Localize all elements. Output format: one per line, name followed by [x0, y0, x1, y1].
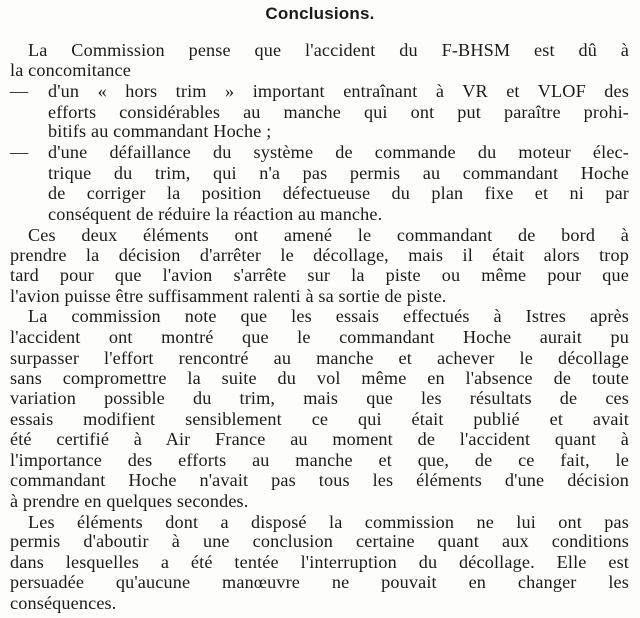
- text-line: bitifs au commandant Hoche ;: [48, 121, 272, 142]
- dash-marker: —: [10, 80, 29, 101]
- text-line: d'une défaillance du système de commande du moteur élec-: [48, 142, 629, 163]
- text-line: de corriger la position défectueuse du plan fixe et ni par: [48, 182, 629, 203]
- text-line: d'un « hors trim » important entraînant à VR et VLOF des: [48, 80, 629, 101]
- text-line: persuadée qu'aucune manœuvre ne pouvait en changer les: [10, 572, 629, 593]
- text-line: Les éléments dont a disposé la commission ne lui ont pas: [28, 511, 629, 532]
- text-line: La Commission pense que l'accident du F-BHSM est dû à: [28, 40, 629, 60]
- text-line: tard pour que l'avion s'arrête sur la piste ou même pour que: [10, 265, 629, 286]
- text-line: à prendre en quelques secondes.: [10, 490, 249, 511]
- text-line: trique du trim, qui n'a pas permis au commandant Hoche: [48, 163, 629, 184]
- text-line: La commission note que les essais effectués à Istres après: [28, 306, 629, 327]
- text-line: Ces deux éléments ont amené le commandant de bord à: [28, 224, 629, 245]
- text-line: permis d'aboutir à une conclusion certaine quant aux conditions: [10, 531, 629, 552]
- text-line: surpasser l'effort rencontré au manche et achever le décollage: [10, 347, 629, 368]
- text-line: variation possible du trim, mais que les résultats de ces: [10, 388, 629, 409]
- text-line: l'avion puisse être suffisamment ralenti à sa sortie de piste.: [10, 286, 447, 307]
- text-line: l'accident ont montré que le commandant Hoche aurait pu: [10, 326, 629, 347]
- text-line: été certifié à Air France au moment de l'accident quant à: [10, 429, 629, 450]
- section-heading: Conclusions.: [265, 4, 375, 23]
- text-line: conséquent de réduire la réaction au manche.: [48, 203, 383, 224]
- text-line: l'importance des efforts au manche et que, de ce fait, le: [10, 450, 629, 470]
- text-line: conséquences.: [10, 593, 117, 613]
- text-line: efforts considérables au manche qui ont put paraître prohi-: [48, 101, 629, 122]
- text-line: prendre la décision d'arrêter le décollage, mais il était alors trop: [10, 245, 629, 266]
- text-line: sans compromettre la suite du vol même en l'absence de toute: [10, 367, 629, 388]
- text-line: essais modifient sensiblement ce qui était publié et avait: [10, 409, 629, 430]
- dash-marker: —: [10, 142, 29, 163]
- text-line: dans lesquelles a été tentée l'interruption du décollage. Elle est: [10, 552, 629, 573]
- text-line: commandant Hoche n'avait pas tous les éléments d'une décision: [10, 469, 629, 490]
- text-line: la concomitance: [10, 59, 131, 80]
